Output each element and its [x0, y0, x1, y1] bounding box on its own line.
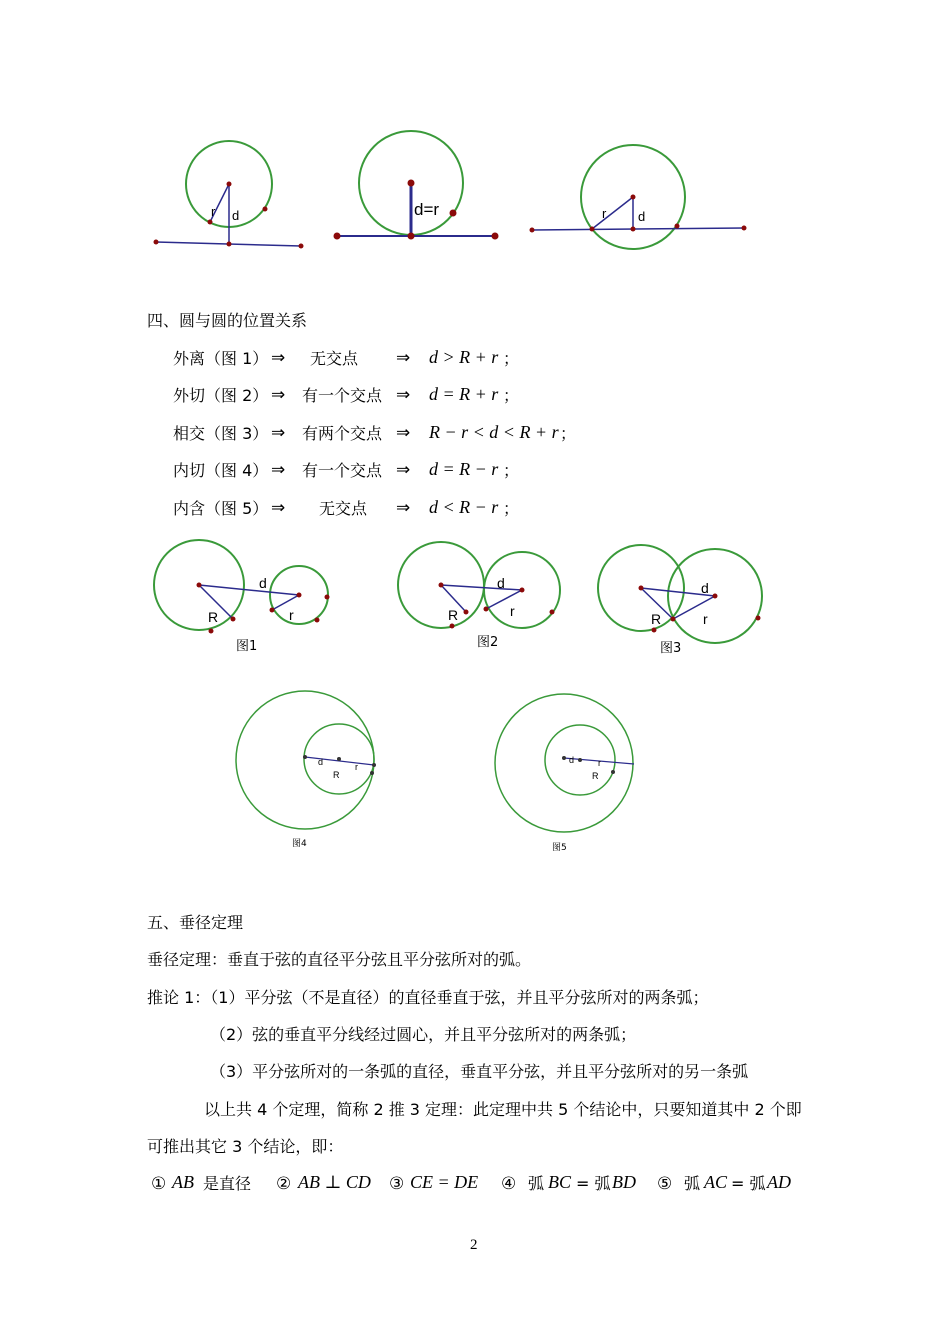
point — [370, 771, 374, 775]
implies-arrow: ⇒ — [396, 460, 411, 480]
intersection-count: 无交点 — [319, 499, 368, 518]
point — [209, 629, 214, 634]
row-end: ； — [560, 424, 577, 443]
intersection-count: 有一个交点 — [302, 386, 383, 405]
implies-arrow: ⇒ — [271, 348, 286, 368]
caption: 图5 — [552, 843, 567, 853]
intersection-count: 有两个交点 — [302, 424, 383, 443]
point — [484, 607, 489, 612]
conclusion-5-mid: = 弧 — [731, 1174, 766, 1193]
label-d: d — [497, 575, 505, 591]
small-radius — [272, 595, 299, 610]
corollary-1: 推论 1：（1）平分弦（不是直径）的直径垂直于弦，并且平分弦所对的两条弧； — [147, 988, 709, 1007]
point — [652, 628, 657, 633]
label-d: d — [318, 757, 324, 767]
label-r: r — [211, 204, 216, 219]
implies-arrow: ⇒ — [396, 348, 411, 368]
point — [227, 182, 232, 187]
label-r: r — [598, 758, 601, 768]
small-radius — [486, 590, 522, 609]
point — [562, 756, 566, 760]
point — [208, 220, 213, 225]
section-4-heading: 四、圆与圆的位置关系 — [147, 311, 308, 330]
conclusion-4-math-b: BD — [612, 1172, 636, 1192]
caption: 图3 — [660, 641, 682, 656]
point — [631, 195, 636, 200]
relation-formula: d > R + r — [429, 347, 499, 367]
row-end: ； — [503, 349, 520, 368]
label-d: d — [701, 580, 709, 596]
label-d-equals-r: d=r — [414, 200, 440, 219]
point — [299, 244, 304, 249]
big-circle — [236, 691, 374, 829]
label-r: r — [510, 603, 515, 619]
point — [590, 227, 595, 232]
label-R: R — [448, 607, 459, 623]
line — [532, 228, 744, 230]
conclusion-1-number: ① — [151, 1174, 167, 1194]
label-r: r — [355, 762, 358, 772]
caption: 图1 — [236, 639, 258, 654]
point — [713, 594, 718, 599]
point — [611, 770, 615, 774]
theorem-statement: 垂径定理：垂直于弦的直径平分弦且平分弦所对的弧。 — [147, 950, 532, 969]
conclusion-5-number: ⑤ — [657, 1174, 673, 1194]
line-circle-tangent-figure — [334, 131, 499, 240]
conclusion-5-math-a: AC — [704, 1172, 728, 1192]
point — [227, 242, 232, 247]
point — [263, 207, 268, 212]
point — [231, 617, 236, 622]
page-number: 2 — [470, 1237, 478, 1253]
point — [464, 610, 469, 615]
point — [325, 595, 330, 600]
point — [550, 610, 555, 615]
conclusion-1-math: AB — [172, 1172, 194, 1192]
label-r: r — [602, 206, 607, 221]
conclusion-4-pre: 弧 — [528, 1174, 545, 1193]
caption: 图4 — [292, 839, 307, 849]
caption: 图2 — [477, 635, 499, 650]
conclusion-4-mid: = 弧 — [576, 1174, 611, 1193]
label-d: d — [638, 209, 646, 224]
label-r: r — [703, 611, 708, 627]
point — [675, 224, 680, 229]
point — [520, 588, 525, 593]
figure-4-internal-tangent — [236, 691, 376, 849]
figure-5-contained — [495, 694, 634, 853]
label-d: d — [569, 755, 575, 765]
conclusion-2-math: AB ⊥ CD — [298, 1172, 371, 1192]
relation-name: 外切（图 2） — [173, 386, 269, 405]
label-d: d — [259, 575, 267, 591]
row-end: ； — [503, 461, 520, 480]
relation-name: 内切（图 4） — [173, 461, 269, 480]
point — [530, 228, 535, 233]
conclusion-2-number: ② — [276, 1174, 292, 1194]
conclusion-5-pre: 弧 — [684, 1174, 701, 1193]
point — [154, 240, 159, 245]
point — [450, 210, 457, 217]
point — [315, 618, 320, 623]
relation-name: 内含（图 5） — [173, 499, 269, 518]
center-line — [441, 585, 522, 590]
relation-formula: d = R + r — [429, 384, 499, 404]
point — [578, 758, 582, 762]
label-d: d — [232, 208, 240, 223]
corollary-2: （2）弦的垂直平分线经过圆心，并且平分弦所对的两条弧； — [210, 1025, 637, 1044]
intersection-count: 无交点 — [310, 349, 359, 368]
intersection-count: 有一个交点 — [302, 461, 383, 480]
line-circle-separate-figure — [154, 141, 304, 249]
figure-2-external-tangent — [398, 542, 560, 650]
figure-3-intersecting — [598, 545, 762, 656]
label-r: r — [289, 607, 294, 623]
implies-arrow: ⇒ — [396, 498, 411, 518]
conclusion-5-math-b: AD — [767, 1172, 791, 1192]
implies-arrow: ⇒ — [271, 385, 286, 405]
point — [756, 616, 761, 621]
label-R: R — [333, 770, 340, 780]
conclusion-3-math: CE = DE — [410, 1172, 479, 1192]
point — [631, 227, 636, 232]
point — [197, 583, 202, 588]
center-line — [199, 585, 299, 595]
point — [334, 233, 341, 240]
point — [408, 233, 415, 240]
point — [492, 233, 499, 240]
relation-name: 相交（图 3） — [173, 424, 269, 443]
big-circle — [495, 694, 633, 832]
point — [297, 593, 302, 598]
implies-arrow: ⇒ — [271, 423, 286, 443]
conclusion-3-number: ③ — [389, 1174, 405, 1194]
summary-line-1: 以上共 4 个定理，简称 2 推 3 定理：此定理中共 5 个结论中，只要知道其中 2 个即 — [204, 1100, 802, 1119]
label-R: R — [208, 609, 219, 625]
point — [439, 583, 444, 588]
conclusion-1-text: 是直径 — [203, 1174, 252, 1193]
radius-segment — [592, 197, 633, 229]
implies-arrow: ⇒ — [396, 385, 411, 405]
line-circle-intersect-figure — [530, 145, 747, 249]
row-end: ； — [503, 386, 520, 405]
point — [450, 624, 455, 629]
label-R: R — [592, 771, 599, 781]
point — [337, 757, 341, 761]
point — [639, 586, 644, 591]
point — [372, 763, 376, 767]
section-5-heading: 五、垂径定理 — [147, 913, 244, 932]
implies-arrow: ⇒ — [271, 498, 286, 518]
relation-formula: R − r < d < R + r — [429, 422, 559, 442]
relation-formula: d < R − r — [429, 497, 499, 517]
figure-1-separate — [154, 540, 330, 654]
point — [303, 755, 307, 759]
point — [408, 180, 415, 187]
label-R: R — [651, 611, 662, 627]
conclusion-4-math-a: BC — [548, 1172, 572, 1192]
conclusion-4-number: ④ — [501, 1174, 517, 1194]
summary-line-2: 可推出其它 3 个结论，即： — [147, 1137, 344, 1156]
implies-arrow: ⇒ — [396, 423, 411, 443]
relation-formula: d = R − r — [429, 459, 499, 479]
corollary-3: （3）平分弦所对的一条弧的直径，垂直平分弦，并且平分弦所对的另一条弧 — [210, 1062, 749, 1081]
point — [671, 617, 676, 622]
implies-arrow: ⇒ — [271, 460, 286, 480]
row-end: ； — [503, 499, 520, 518]
point — [742, 226, 747, 231]
point — [270, 608, 275, 613]
relation-name: 外离（图 1） — [173, 349, 269, 368]
